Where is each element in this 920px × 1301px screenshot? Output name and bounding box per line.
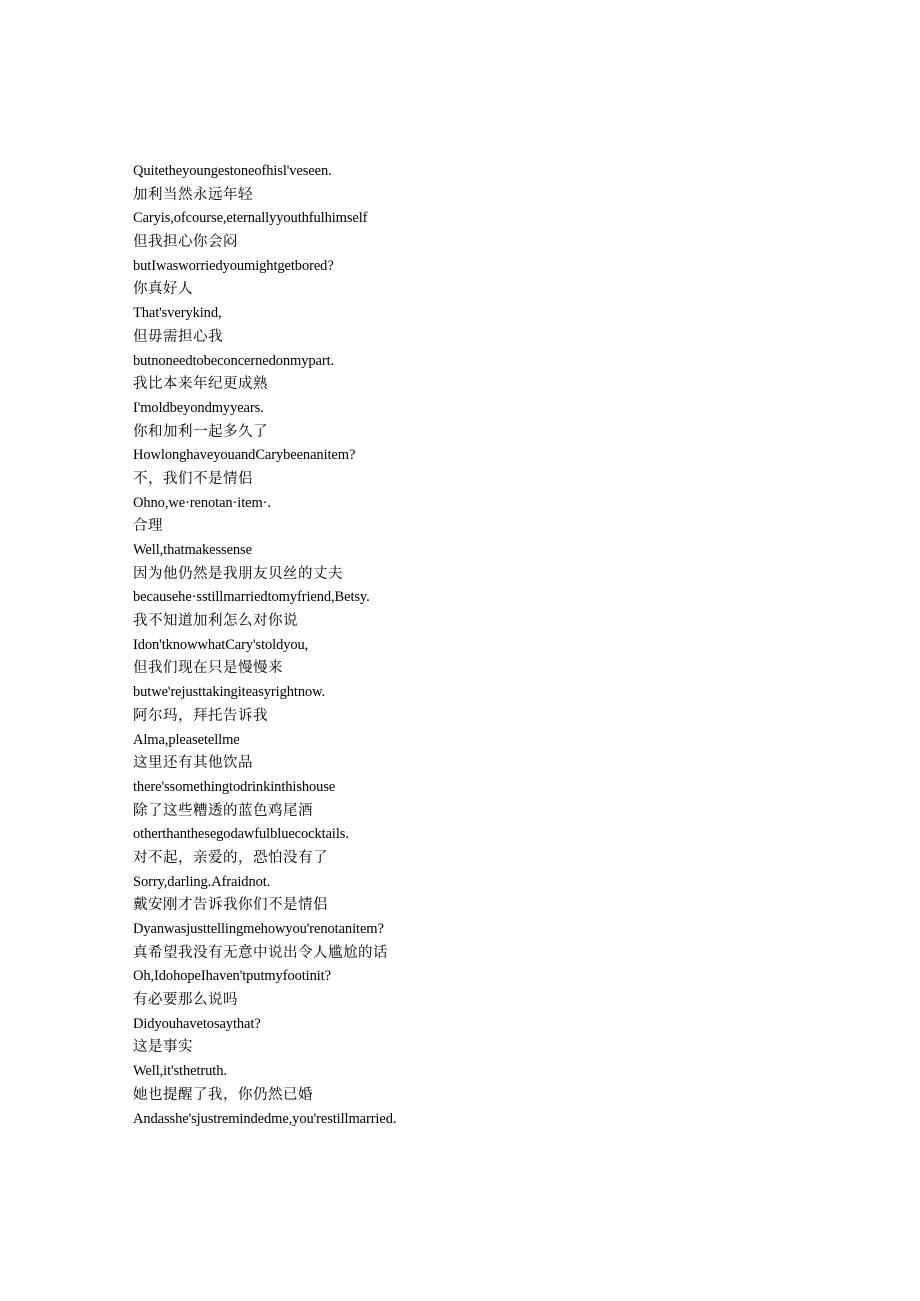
- text-line-english: there'ssomethingtodrinkinthishouse: [133, 778, 336, 795]
- text-line-chinese: 真希望我没有无意中说出令人尴尬的话: [133, 944, 388, 961]
- text-line-english: Didyouhavetosaythat?: [133, 1015, 261, 1032]
- text-line-chinese: 有必要那么说吗: [133, 992, 238, 1009]
- text-line-english: That'sverykind,: [133, 305, 222, 322]
- text-line-english: Idon'tknowwhatCary'stoldyou,: [133, 636, 309, 653]
- text-line-english: Well,it'sthetruth.: [133, 1063, 227, 1080]
- text-line-chinese: 这是事实: [133, 1039, 193, 1056]
- text-line-english: I'moldbeyondmyyears.: [133, 399, 264, 416]
- text-line-chinese: 不，我们不是情侣: [133, 470, 253, 487]
- text-line-chinese: 但我担心你会闷: [133, 234, 238, 251]
- text-line-chinese: 我不知道加利怎么对你说: [133, 613, 298, 630]
- text-line-english: Caryis,ofcourse,eternallyyouthfulhimself: [133, 210, 368, 227]
- text-line-english: Andasshe'sjustremindedme,you'restillmarried.: [133, 1110, 397, 1127]
- text-line-english: Ohno,we·renotan·item·.: [133, 494, 271, 511]
- text-line-chinese: 合理: [133, 518, 163, 535]
- text-line-english: otherthanthesegodawfulbluecocktails.: [133, 826, 349, 843]
- text-line-chinese: 戴安刚才告诉我你们不是情侣: [133, 897, 328, 914]
- text-line-chinese: 加利当然永远年轻: [133, 186, 253, 203]
- text-line-chinese: 你和加利一起多久了: [133, 423, 268, 440]
- text-line-chinese: 你真好人: [133, 281, 193, 298]
- text-line-english: HowlonghaveyouandCarybeenanitem?: [133, 447, 356, 464]
- text-line-english: butnoneedtobeconcernedonmypart.: [133, 352, 335, 369]
- text-line-chinese: 这里还有其他饮品: [133, 755, 253, 772]
- text-line-english: butIwasworriedyoumightgetbored?: [133, 257, 334, 274]
- text-line-english: Dyanwasjusttellingmehowyou'renotanitem?: [133, 921, 384, 937]
- text-line-english: Sorry,darling.Afraidnot.: [133, 873, 271, 890]
- text-line-chinese: 我比本来年纪更成熟: [133, 376, 268, 393]
- text-line-english: butwe'rejusttakingiteasyrightnow.: [133, 684, 326, 701]
- text-line-chinese: 因为他仍然是我朋友贝丝的丈夫: [133, 565, 343, 582]
- text-line-english: Well,thatmakessense: [133, 542, 252, 558]
- text-line-chinese: 对不起，亲爱的，恐怕没有了: [133, 849, 328, 866]
- text-line-chinese: 但我们现在只是慢慢来: [133, 660, 283, 677]
- text-line-english: Oh,IdohopeIhaven'tputmyfootinit?: [133, 968, 331, 985]
- text-line-english: Quitetheyoungestoneofhisl'veseen.: [133, 163, 332, 179]
- text-line-english: becausehe·sstillmarriedtomyfriend,Betsy.: [133, 589, 370, 606]
- text-line-chinese: 阿尔玛，拜托告诉我: [133, 707, 268, 724]
- text-line-chinese: 但毋需担心我: [133, 328, 223, 345]
- text-line-chinese: 除了这些糟透的蓝色鸡尾酒: [133, 802, 313, 819]
- text-line-english: Alma,pleasetellme: [133, 731, 240, 748]
- subtitle-text-block: [133, 160, 396, 1131]
- text-line-chinese: 她也提醒了我，你仍然已婚: [133, 1086, 313, 1103]
